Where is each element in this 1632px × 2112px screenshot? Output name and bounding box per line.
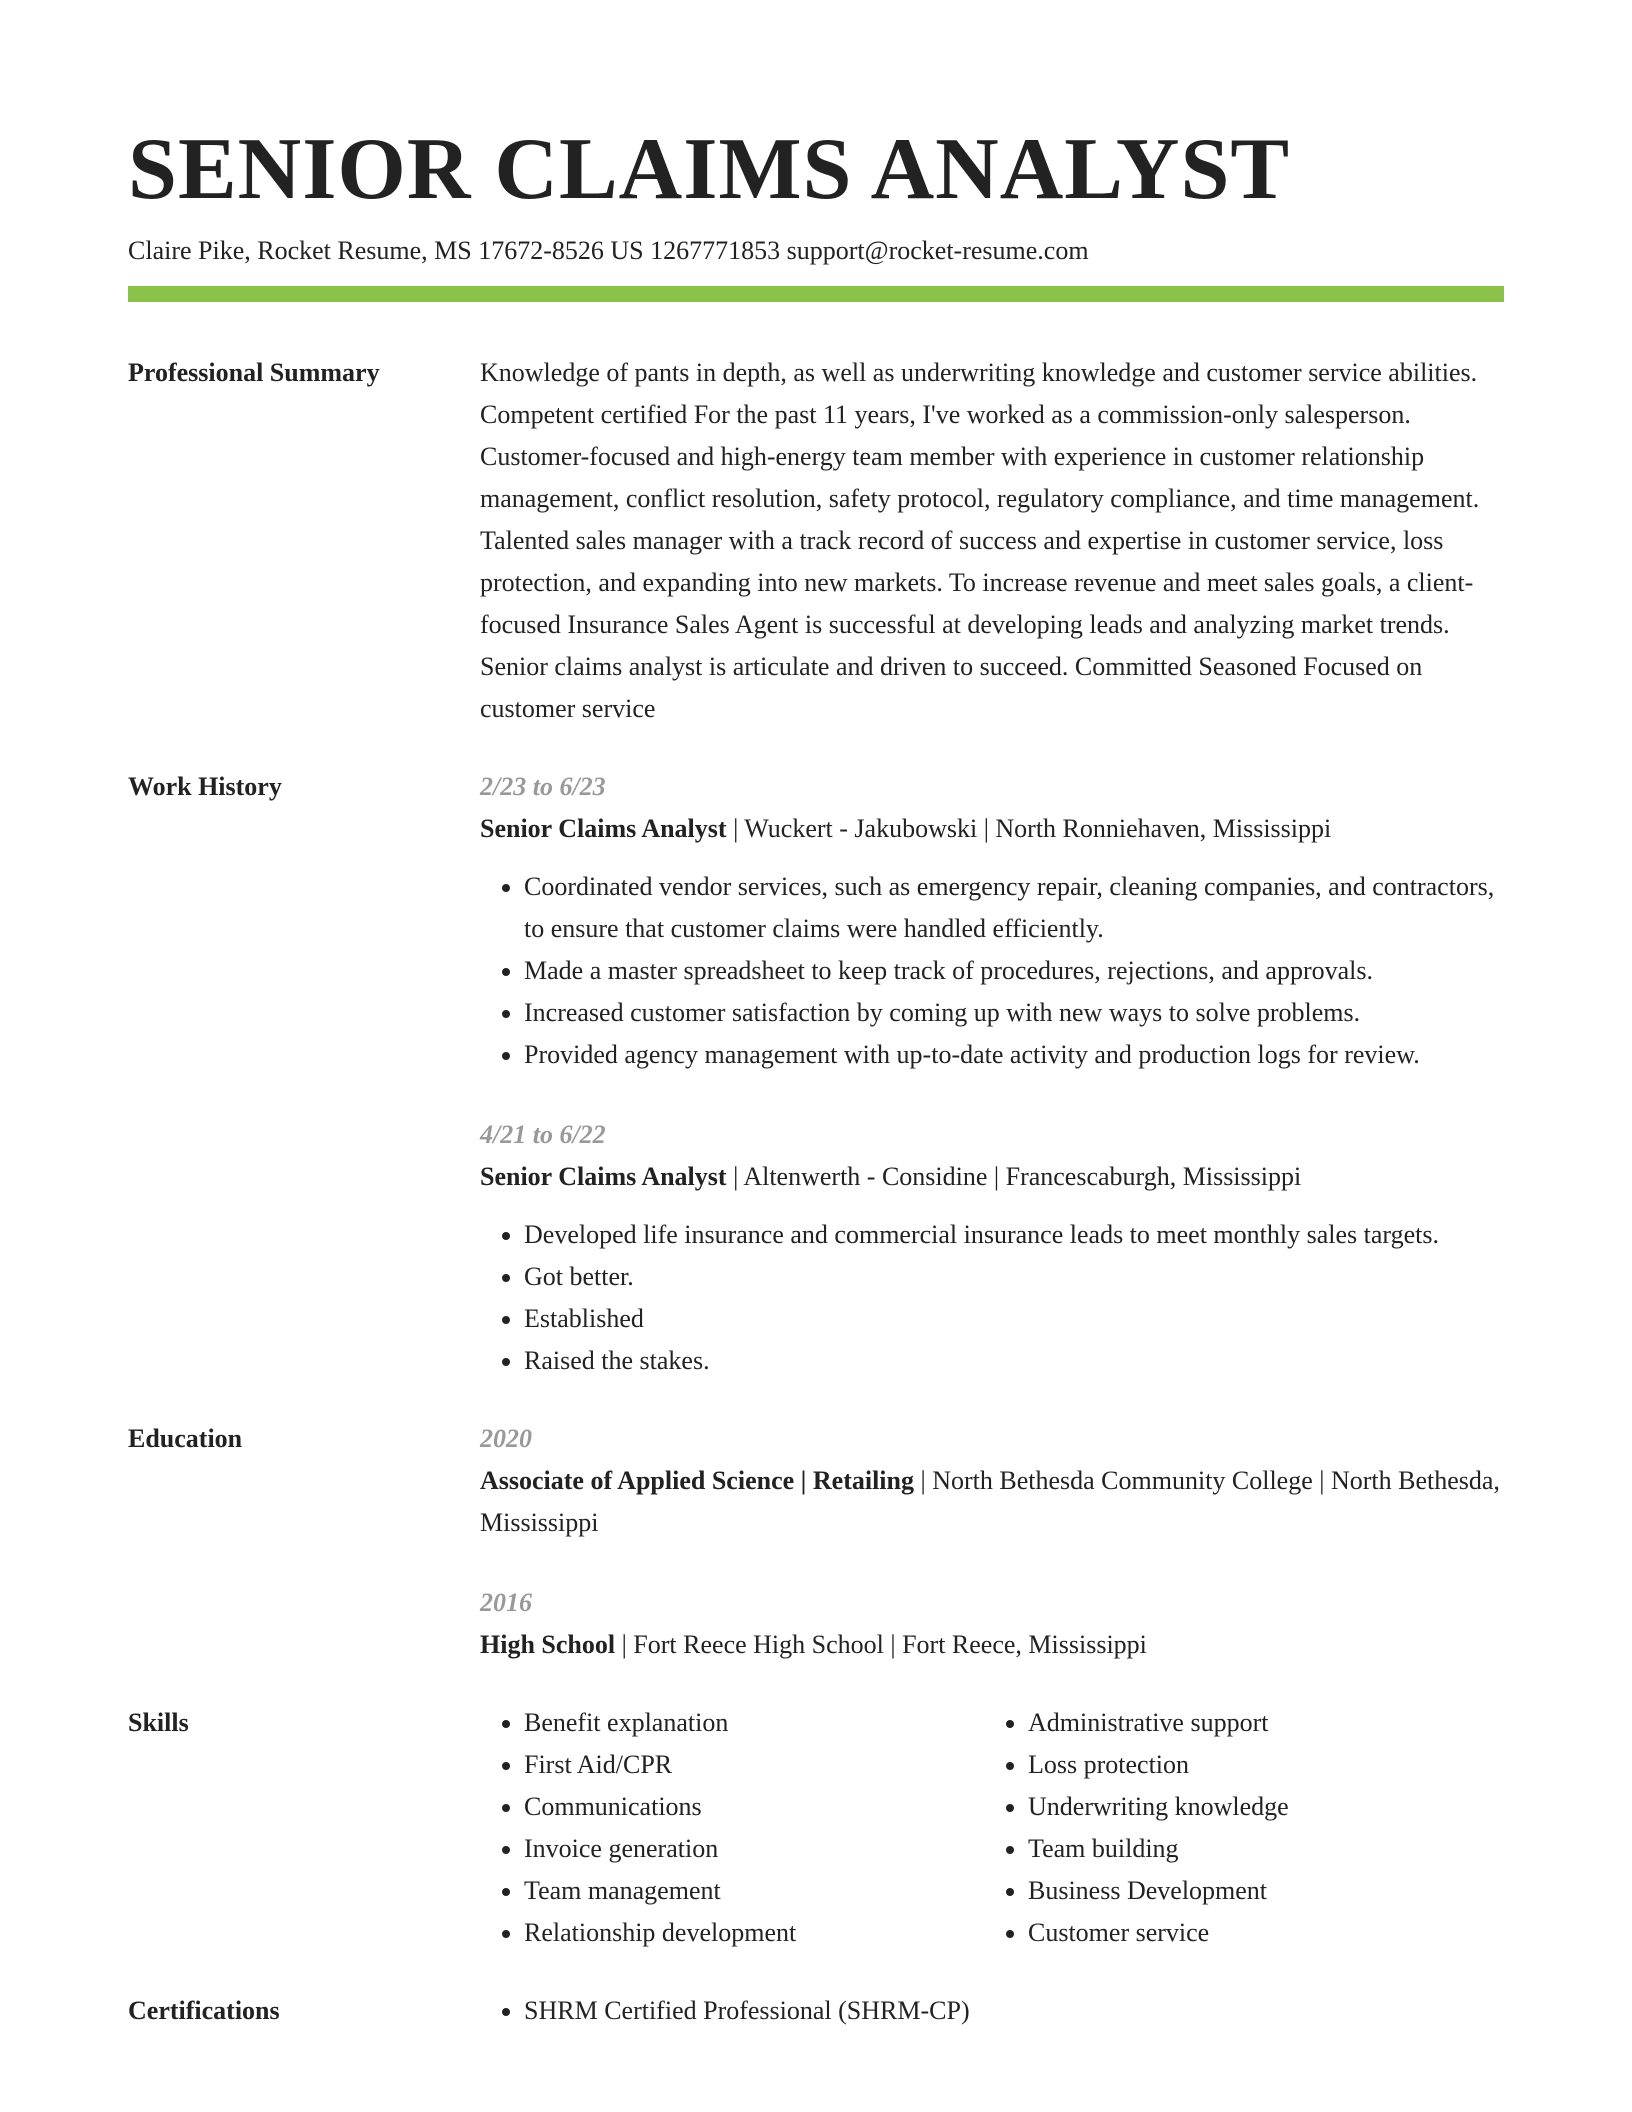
job-bullet: • Got better. bbox=[524, 1256, 1504, 1298]
summary-section bbox=[128, 352, 1504, 730]
job-bullet: • Provided agency management with up-to-date activity and production logs for review. bbox=[524, 1034, 1504, 1076]
skill-item: • Team building bbox=[1028, 1828, 1488, 1870]
education-section bbox=[128, 1418, 1504, 1666]
skill-item: • Benefit explanation bbox=[524, 1702, 984, 1744]
education-heading bbox=[480, 1624, 1504, 1666]
job-bullet: • Established bbox=[524, 1298, 1504, 1340]
skills-grid bbox=[480, 1702, 1504, 1954]
skill-item: • Business Development bbox=[1028, 1870, 1488, 1912]
skills-column-left bbox=[480, 1702, 984, 1954]
education-entry bbox=[480, 1582, 1504, 1666]
section-label-summary: Professional Summary bbox=[128, 358, 380, 387]
job-heading bbox=[480, 808, 1504, 850]
job-heading bbox=[480, 1156, 1504, 1198]
skill-item: • First Aid/CPR bbox=[524, 1744, 984, 1786]
job-entry bbox=[480, 1114, 1504, 1382]
resume-page bbox=[128, 120, 1504, 2068]
section-label-work: Work History bbox=[128, 772, 282, 801]
certification-item: • SHRM Certified Professional (SHRM-CP) bbox=[524, 1990, 1504, 2032]
education-entry bbox=[480, 1418, 1504, 1544]
resume-title: SENIOR CLAIMS ANALYST bbox=[128, 121, 1291, 218]
skill-item: • Customer service bbox=[1028, 1912, 1488, 1954]
skill-item: • Underwriting knowledge bbox=[1028, 1786, 1488, 1828]
education-details: | Fort Reece High School | Fort Reece, Mississippi bbox=[615, 1630, 1147, 1659]
skill-item: • Communications bbox=[524, 1786, 984, 1828]
job-date: 4/21 to 6/22 bbox=[480, 1120, 606, 1149]
section-label-education: Education bbox=[128, 1424, 243, 1453]
skill-item: • Loss protection bbox=[1028, 1744, 1488, 1786]
job-bullet: • Made a master spreadsheet to keep track of procedures, rejections, and approvals. bbox=[524, 950, 1504, 992]
skill-item: • Relationship development bbox=[524, 1912, 984, 1954]
job-bullet: • Developed life insurance and commercial insurance leads to meet monthly sales targets. bbox=[524, 1214, 1504, 1256]
work-history-section bbox=[128, 766, 1504, 1382]
education-date: 2020 bbox=[480, 1424, 532, 1453]
skill-item: • Team management bbox=[524, 1870, 984, 1912]
skill-item: • Administrative support bbox=[1028, 1702, 1488, 1744]
section-label-certifications: Certifications bbox=[128, 1996, 280, 2025]
certifications-section bbox=[128, 1990, 1504, 2032]
skills-section bbox=[128, 1702, 1504, 1954]
degree-title: High School bbox=[480, 1630, 616, 1659]
contact-line: Claire Pike, Rocket Resume, MS 17672-8526 US 1267771853 support@rocket-resume.com bbox=[128, 236, 1089, 265]
accent-divider bbox=[128, 286, 1504, 302]
job-bullet: • Raised the stakes. bbox=[524, 1340, 1504, 1382]
job-bullets bbox=[480, 1214, 1504, 1382]
degree-title: Associate of Applied Science | Retailing bbox=[480, 1466, 914, 1495]
skills-column-right bbox=[984, 1702, 1488, 1954]
job-details: | Wuckert - Jakubowski | North Ronniehaven, Mississippi bbox=[726, 814, 1332, 843]
education-date: 2016 bbox=[480, 1588, 532, 1617]
skill-item: • Invoice generation bbox=[524, 1828, 984, 1870]
job-bullets bbox=[480, 866, 1504, 1076]
job-bullet: • Increased customer satisfaction by coming up with new ways to solve problems. bbox=[524, 992, 1504, 1034]
certifications-list bbox=[480, 1990, 1504, 2032]
section-label-skills: Skills bbox=[128, 1708, 189, 1737]
job-details: | Altenwerth - Considine | Francescaburgh, Mississippi bbox=[726, 1162, 1302, 1191]
summary-text: Knowledge of pants in depth, as well as underwriting knowledge and customer service abilities. Competent certified For the past 11 years, I've worked as a commission-only salesperson. Customer-focused and high-energy team member with experience in customer relationship management, conflict resolution, safety protocol, regulatory compliance, and time management. Talented sales manager with a track record of success and expertise in customer service, loss protection, and expanding into new markets. To increase revenue and meet sales goals, a client-focused Insurance Sales Agent is successful at developing leads and analyzing market trends. Senior claims analyst is articulate and driven to succeed. Committed Seasoned Focused on customer service bbox=[480, 358, 1480, 723]
job-entry bbox=[480, 766, 1504, 1076]
job-title: Senior Claims Analyst bbox=[480, 1162, 727, 1191]
job-date: 2/23 to 6/23 bbox=[480, 772, 606, 801]
education-details: | North Bethesda Community College | North Bethesda, Mississippi bbox=[480, 1466, 1500, 1537]
job-bullet: • Coordinated vendor services, such as emergency repair, cleaning companies, and contractors, to ensure that customer claims were handled efficiently. bbox=[524, 866, 1504, 950]
education-heading bbox=[480, 1460, 1504, 1544]
job-title: Senior Claims Analyst bbox=[480, 814, 727, 843]
